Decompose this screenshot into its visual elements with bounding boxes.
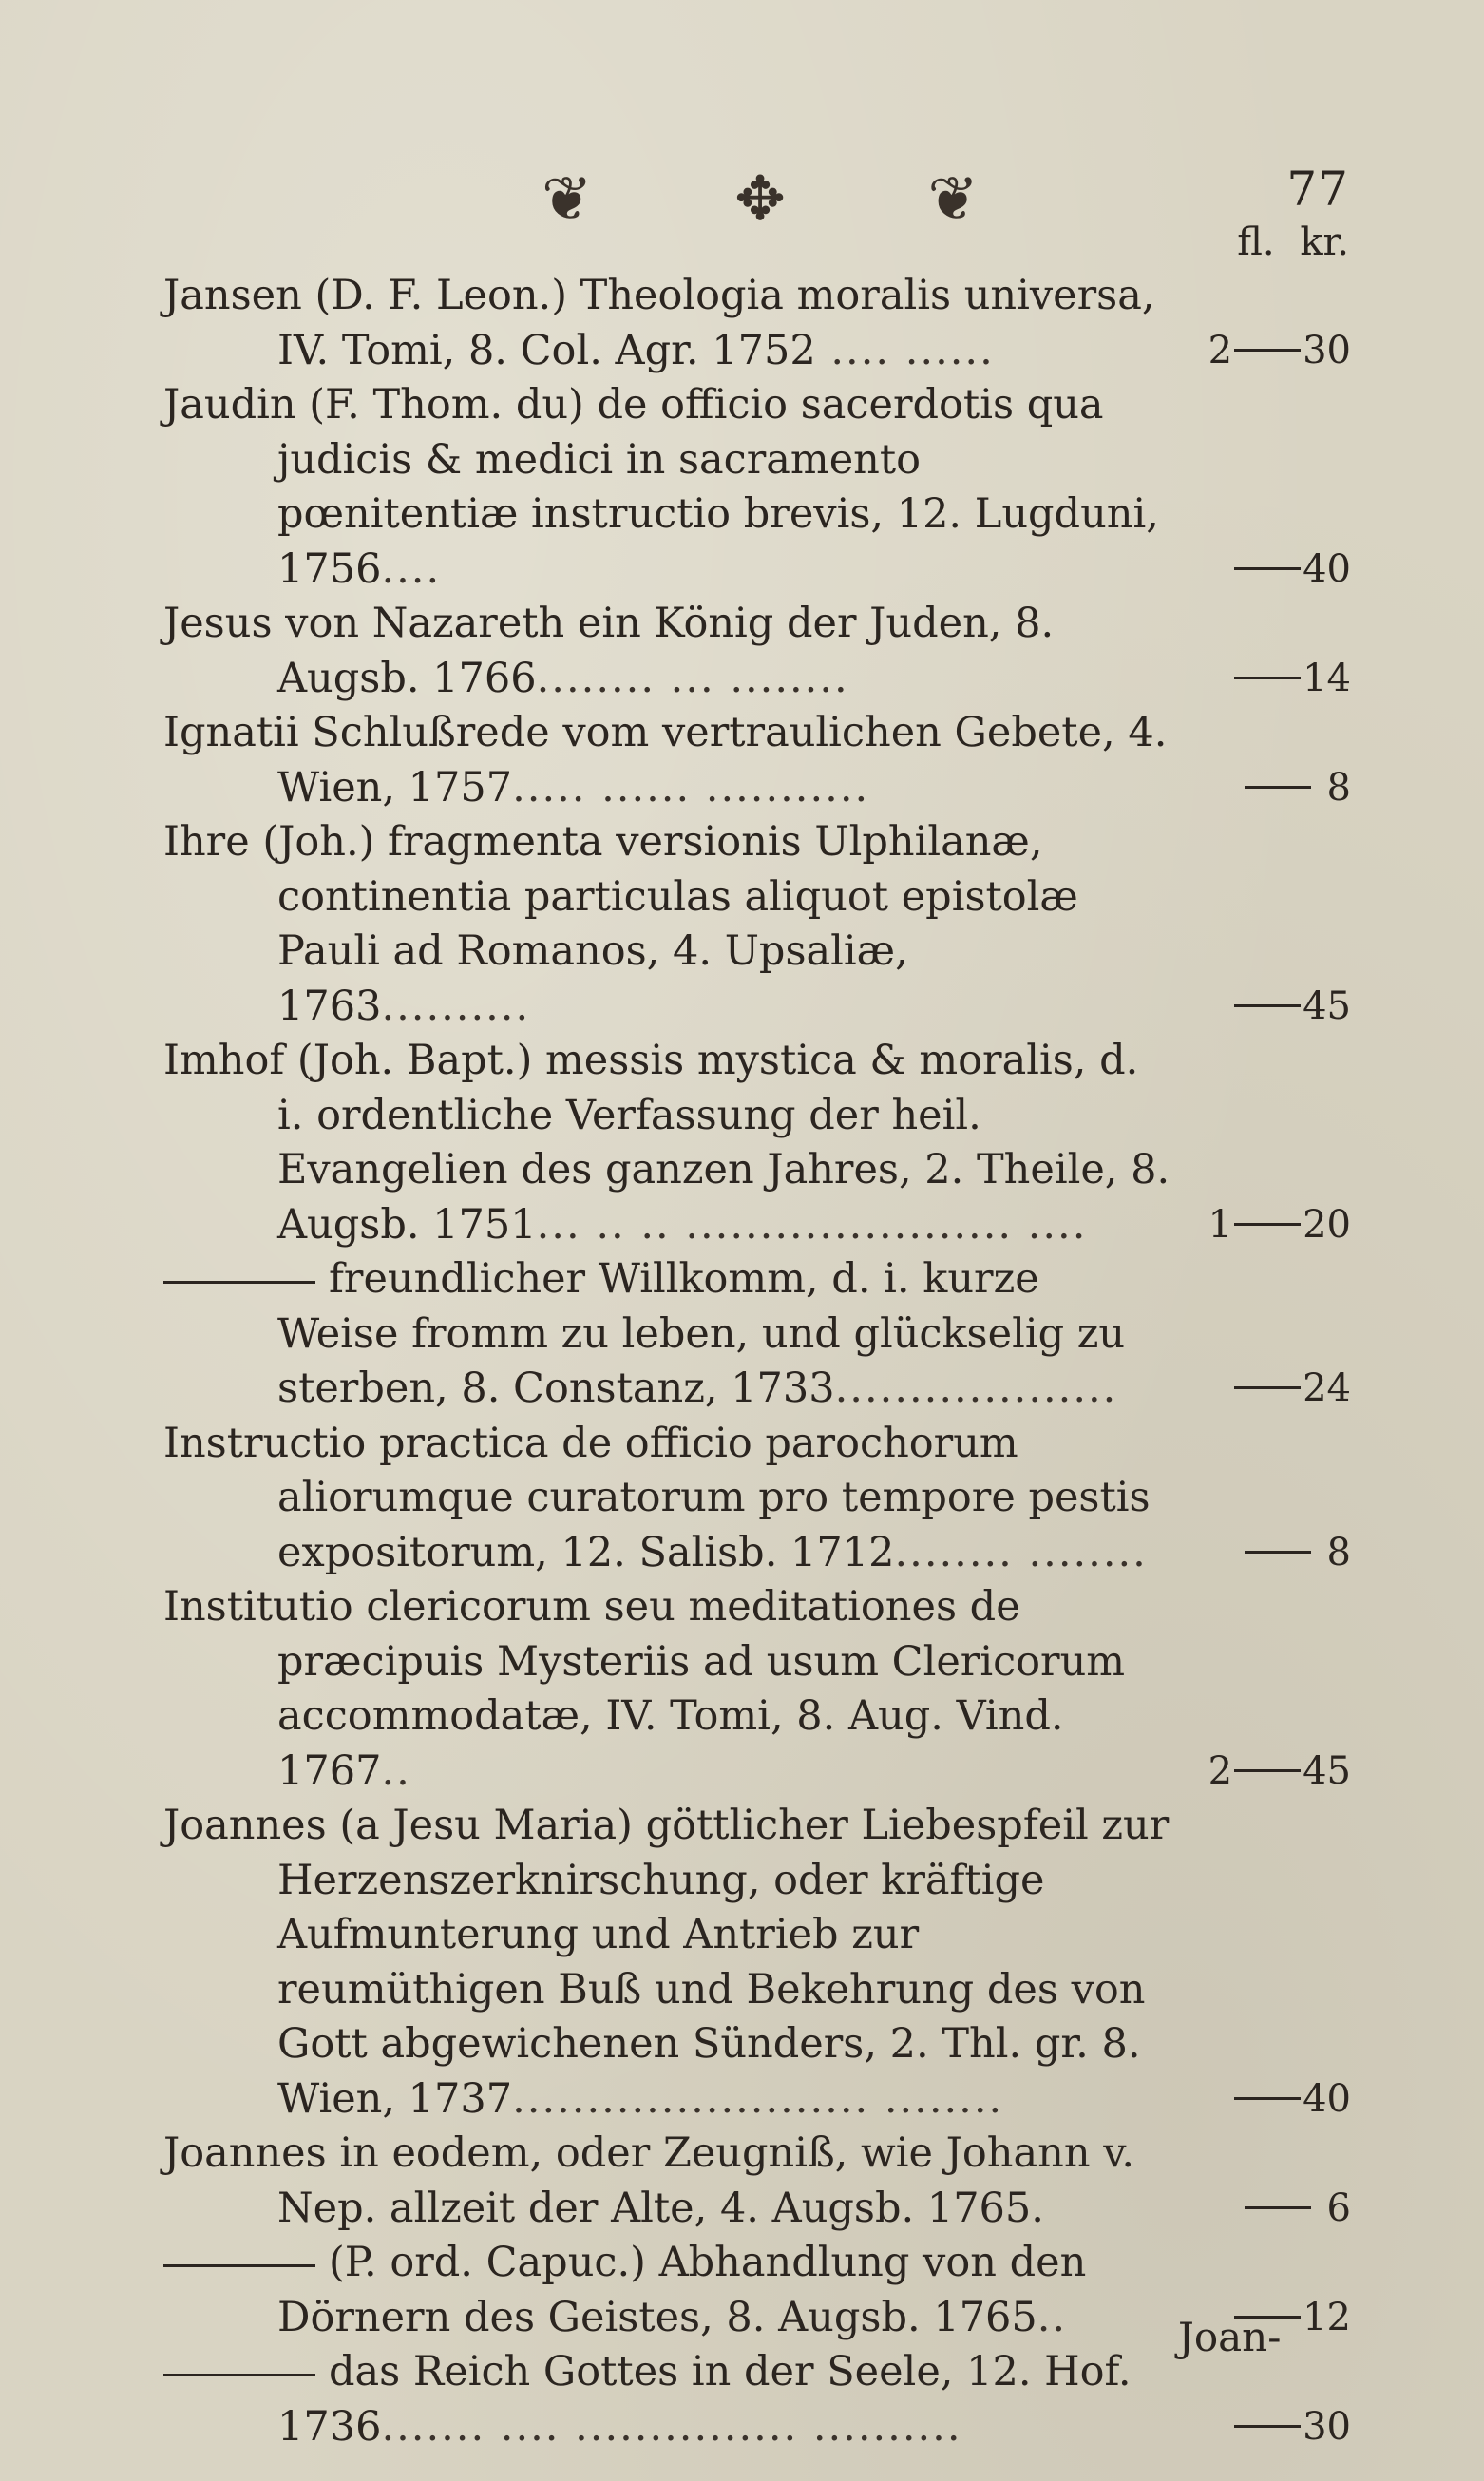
catalog-entry [163,706,1351,815]
leader-dots: ........ ... ........ [536,654,849,702]
leader-dots: .. [1037,2293,1068,2341]
leader-dots: .......... [381,982,531,1030]
price-florins: 1 [1208,1202,1233,1247]
price-kreuzer: 24 [1303,1366,1351,1410]
leader-dots: .... [381,544,442,593]
price-dash [1234,2425,1301,2428]
entry-text: (P. ord. Capuc.) Abhandlung von den Dörnern des Geistes, 8. Augsb. 1765 [277,2239,1087,2341]
fleuron-center-icon: ✥ [734,164,786,235]
entry-price [1185,980,1351,1035]
catalog-entries [163,269,1351,2454]
price-kreuzer: 12 [1303,2295,1351,2339]
catalog-entry [163,597,1351,706]
price-dash [1234,1386,1301,1389]
leader-dots: .. [381,1746,411,1795]
entry-price [1185,1198,1351,1253]
entry-text: Instructio practica de officio parochorum aliorumque curatorum pro tempore pestis expositorum, 12. Salisb. 1712 [163,1419,1151,1576]
leader-dots: ........................ ........ [512,2074,1004,2123]
catalog-entry [163,1034,1351,1252]
leader-dots: ..... ...... ........... [512,763,870,811]
price-dash [1234,1223,1301,1226]
entry-text: Joannes in eodem, oder Zeugniß, wie Johann v. Nep. allzeit der Alte, 4. Augsb. 1765. [163,2129,1135,2232]
page-number: 77 [1286,162,1349,217]
price-kreuzer: 14 [1303,656,1351,700]
entry-text: Jaudin (F. Thom. du) de officio sacerdotis qua judicis & medici in sacramento pœnitentiæ instructio brevis, 12. Lugduni, 1756 [163,381,1159,593]
currency-header: fl. kr. [1237,220,1349,264]
entry-text: das Reich Gottes in der Seele, 12. Hof. 1736 [277,2348,1132,2451]
catalog-entry-continued [163,2236,1351,2345]
catalog-entry [163,1417,1351,1581]
price-kreuzer: 8 [1326,1530,1351,1574]
price-kreuzer: 30 [1303,2404,1351,2449]
price-kreuzer: 45 [1303,983,1351,1028]
ditto-dash [163,2374,315,2376]
price-dash [1245,786,1311,789]
price-kreuzer: 30 [1303,328,1351,372]
entry-text: Jesus von Nazareth ein König der Juden, 8. Augsb. 1766 [163,600,1055,702]
entry-price [1185,761,1351,816]
entry-price [1185,543,1351,598]
catalog-entry [163,269,1351,378]
fleuron-left-icon: ❦ [542,164,593,235]
entry-text: Ihre (Joh.) fragmenta versionis Ulphilanæ, continentia particulas aliquot epistolæ Pauli ad Romanos, 4. Upsaliæ, 1763 [163,818,1078,1030]
price-dash [1245,1551,1311,1554]
leader-dots: ... .. .. ...................... .... [536,1200,1088,1249]
entry-price [1185,324,1351,379]
entry-price [1185,2400,1351,2455]
entry-text: Joannes (a Jesu Maria) göttlicher Liebespfeil zur Herzenszerknirschung, oder kräftige Aufmunterung und Antrieb zur reumüthigen Buß und Bekehrung des von Gott abgewichenen Sünders, 2. Thl. gr. 8. Wien, 1737 [163,1802,1170,2123]
entry-price [1185,652,1351,707]
leader-dots: .... ...... [815,326,995,374]
ditto-dash [163,2264,315,2267]
entry-text: Ignatii Schlußrede vom vertraulichen Gebete, 4. Wien, 1757 [163,709,1168,811]
entry-price [1185,1745,1351,1800]
price-florins: 2 [1208,328,1233,372]
entry-price [1185,1362,1351,1417]
catalog-entry [163,378,1351,597]
ditto-dash [163,1281,315,1284]
catalog-entry [163,1580,1351,1799]
price-dash [1234,2097,1301,2100]
entry-price [1185,2182,1351,2237]
price-dash [1234,1769,1301,1772]
leader-dots: ....... .... ............... .......... [381,2402,962,2451]
price-kreuzer: 6 [1326,2185,1351,2230]
catalog-entry-continued [163,2345,1351,2454]
entry-text: Jansen (D. F. Leon.) Theologia moralis universa, IV. Tomi, 8. Col. Agr. 1752 [163,272,1155,374]
price-kreuzer: 20 [1303,1202,1351,1247]
catalog-entry-continued [163,1252,1351,1417]
leader-dots: ........ ........ [894,1528,1148,1576]
catchword: Joan- [1178,2314,1282,2360]
entry-text: Institutio clericorum seu meditationes de præcipuis Mysteriis ad usum Clericorum accommodatæ, IV. Tomi, 8. Aug. Vind. 1767 [163,1583,1126,1795]
catalog-entry [163,1799,1351,2127]
catalog-entry [163,815,1351,1034]
entry-price [1185,1526,1351,1581]
price-kreuzer: 8 [1326,765,1351,810]
entry-text: freundlicher Willkomm, d. i. kurze Weise fromm zu leben, und glückselig zu sterben, 8. Constanz, 1733 [277,1255,1126,1412]
fleuron-right-icon: ❦ [927,164,979,235]
entry-price [1185,2072,1351,2128]
price-dash [1234,677,1301,679]
leader-dots: ................... [834,1365,1118,1412]
price-kreuzer: 40 [1303,2076,1351,2121]
price-dash [1245,2206,1311,2209]
price-florins: 2 [1208,1748,1233,1793]
catalog-entry [163,2127,1351,2236]
entry-text: Imhof (Joh. Bapt.) messis mystica & moralis, d. i. ordentliche Verfassung der heil. Evangelien des ganzen Jahres, 2. Theile, 8. Augsb. 1751 [163,1037,1170,1249]
price-kreuzer: 45 [1303,1748,1351,1793]
price-dash [1234,349,1301,352]
price-dash [1234,567,1301,570]
price-kreuzer: 40 [1303,546,1351,591]
header-ornament [542,157,979,242]
price-dash [1234,1004,1301,1007]
